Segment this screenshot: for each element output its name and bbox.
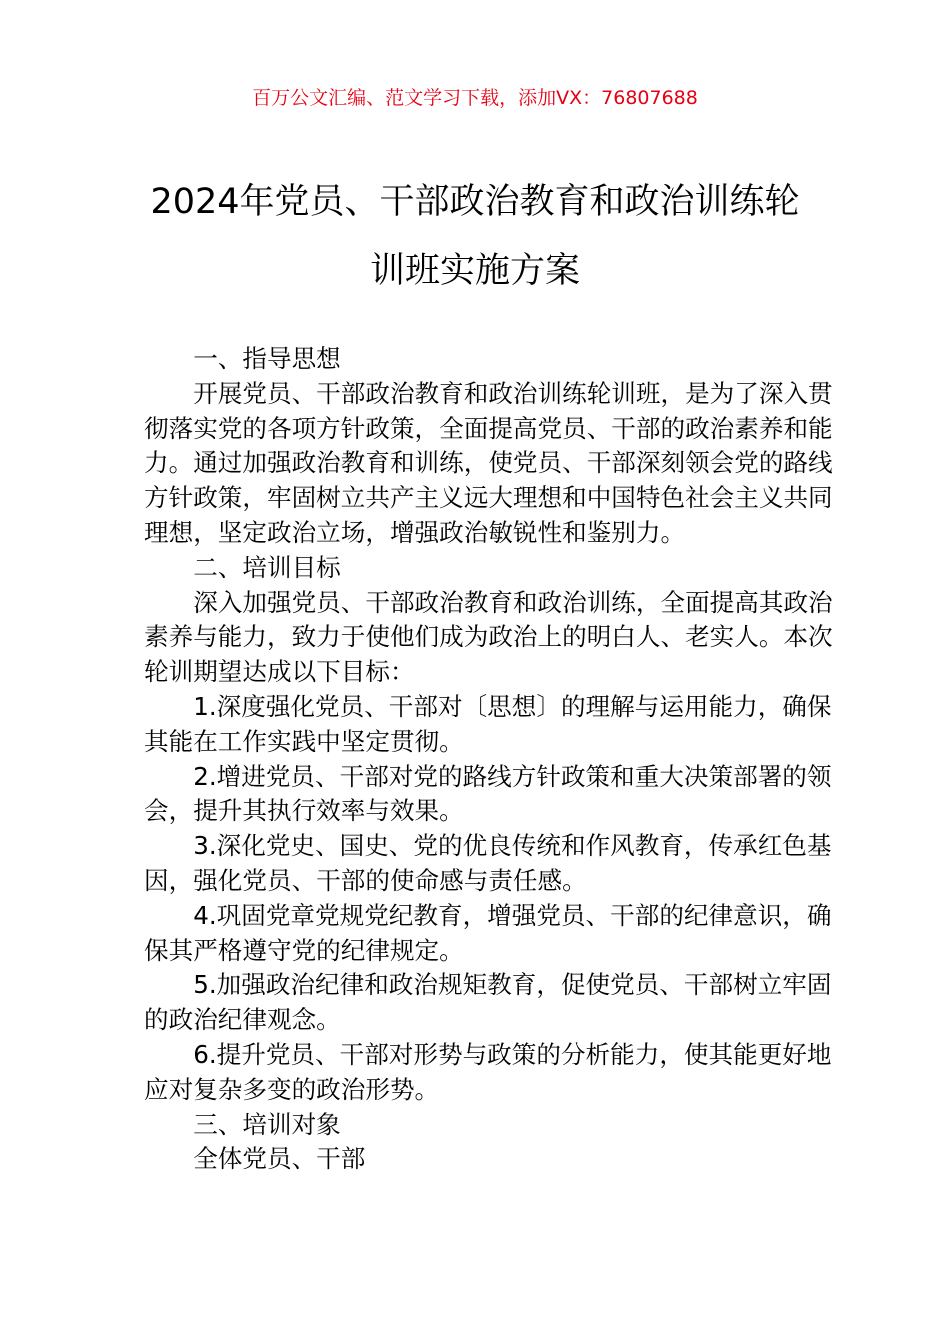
section-heading-training-goals: 二、培训目标 — [193, 552, 341, 582]
paragraph-training-goals-intro: 深入加强党员、干部政治教育和政治训练，全面提高其政治素养与能力，致力于使他们成为政治上的明白人、老实人。本次轮训期望达成以下目标： — [144, 587, 833, 687]
paragraph-guiding-thought: 开展党员、干部政治教育和政治训练轮训班，是为了深入贯彻落实党的各项方针政策，全面提高党员、干部的政治素养和能力。通过加强政治教育和训练，使党员、干部深刻领会党的路线方针政策，牢固树立共产主义远大理想和中国特色社会主义共同理想，坚定政治立场，增强政治敏锐性和鉴别力。 — [144, 378, 833, 547]
goal-item-5: 5.加强政治纪律和政治规矩教育，促使党员、干部树立牢固的政治纪律观念。 — [144, 970, 832, 1035]
goal-item-6: 6.提升党员、干部对形势与政策的分析能力，使其能更好地应对复杂多变的政治形势。 — [144, 1039, 832, 1104]
document-title-line-1: 2024年党员、干部政治教育和政治训练轮 — [150, 182, 800, 222]
promo-banner: 百万公文汇编、范文学习下载，添加VX：76807688 — [252, 87, 698, 109]
goal-item-4: 4.巩固党章党规党纪教育，增强党员、干部的纪律意识，确保其严格遵守党的纪律规定。 — [144, 900, 832, 965]
goal-item-2: 2.增进党员、干部对党的路线方针政策和重大决策部署的领会，提升其执行效率与效果。 — [144, 761, 832, 826]
section-heading-guiding-thought: 一、指导思想 — [193, 344, 341, 373]
goal-item-1: 1.深度强化党员、干部对〔思想〕的理解与运用能力，确保其能在工作实践中坚定贯彻。 — [144, 691, 832, 756]
document-title-line-2: 训班实施方案 — [369, 251, 580, 291]
document-body — [144, 342, 834, 1177]
goal-item-3: 3.深化党史、国史、党的优良传统和作风教育，传承红色基因，强化党员、干部的使命感与责任感。 — [144, 831, 832, 895]
paragraph-training-targets: 全体党员、干部 — [193, 1144, 366, 1174]
section-heading-training-targets: 三、培训对象 — [193, 1109, 341, 1139]
